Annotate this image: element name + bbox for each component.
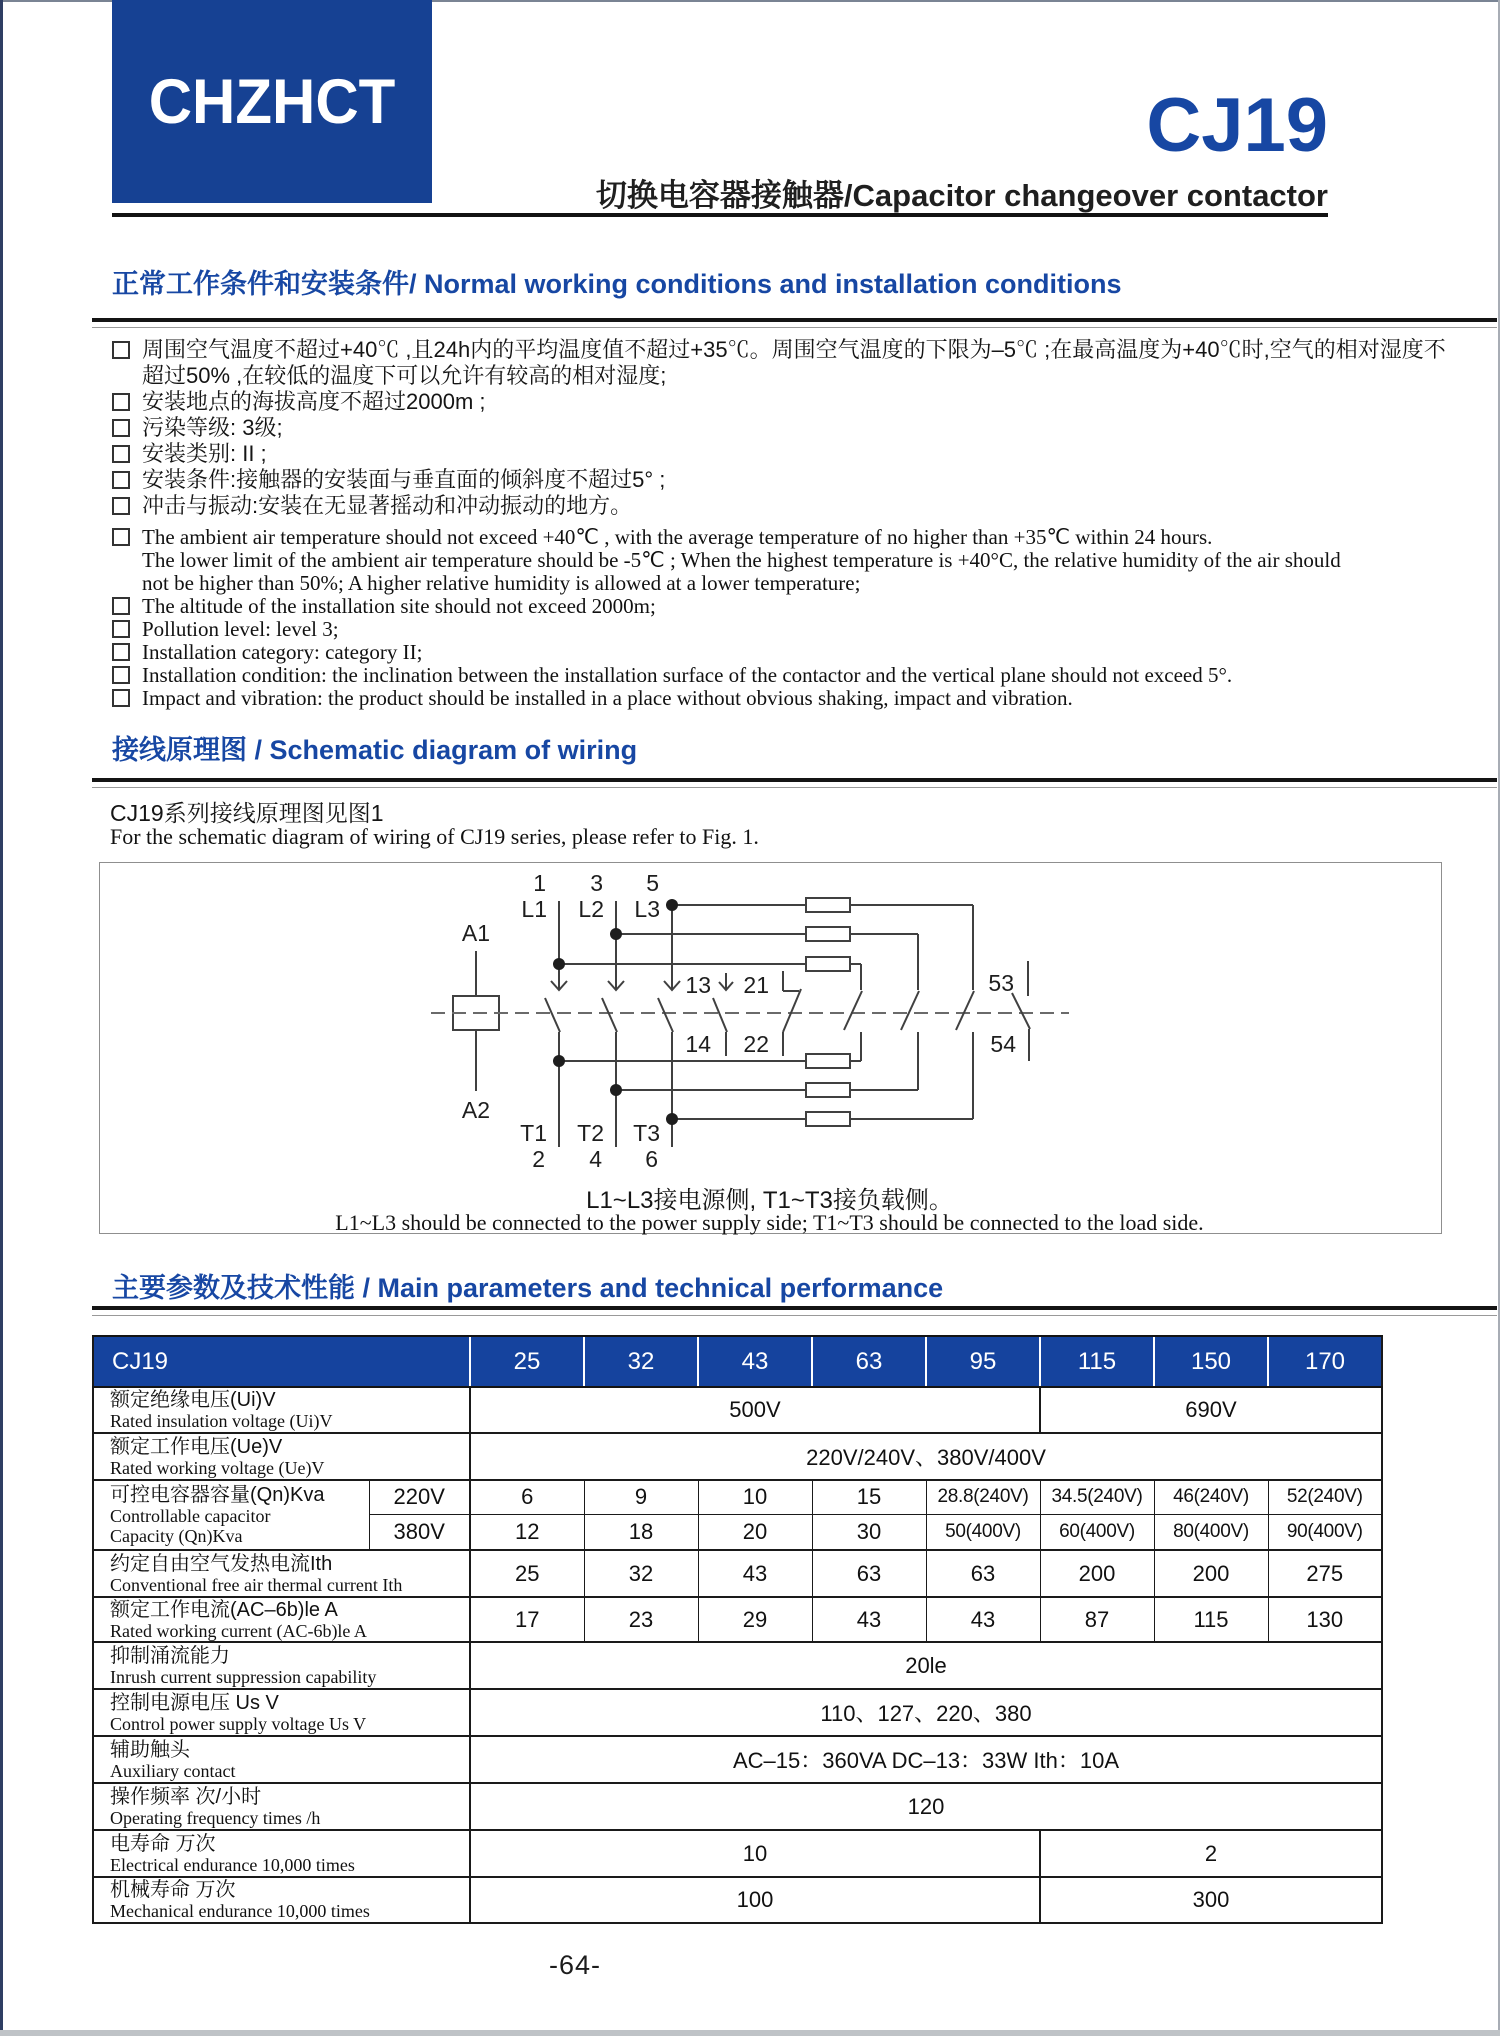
list-item-text: 超过50% ,在较低的温度下可以允许有较高的相对湿度; [142, 363, 667, 388]
table-row [93, 1830, 1382, 1877]
aux-contact-label: 13 [685, 972, 711, 998]
list-item-text: The altitude of the installation site should not exceed 2000m; [142, 594, 656, 618]
cell-value: 43 [812, 1597, 926, 1642]
list-item [112, 390, 1464, 414]
cell-value: 500V [470, 1387, 1040, 1433]
cell-value: 43 [926, 1597, 1040, 1642]
figure-caption-en: L1~L3 should be connected to the power supply side; T1~T3 should be connected to the load side. [335, 1210, 1204, 1235]
cell-value: 63 [926, 1550, 1040, 1597]
product-model-title: CJ19 [1146, 83, 1328, 168]
table-header-row [93, 1336, 1382, 1387]
cell-value: 46(240V) [1154, 1480, 1268, 1514]
table-row [93, 1783, 1382, 1830]
cell-value: 690V [1040, 1387, 1382, 1433]
list-item-text: not be higher than 50%; A higher relative humidity is allowed at a lower temperature; [142, 571, 861, 595]
cell-value: 10 [470, 1830, 1040, 1877]
page-bottom-edge [0, 2030, 1500, 2036]
row-label [93, 1433, 470, 1480]
cell-value: 63 [812, 1550, 926, 1597]
section-rule [92, 1306, 1497, 1316]
list-item-text: The lower limit of the ambient air temperature should be -5℃ ; When the highest temperature is +40°C, the relative humidity of the air should [142, 548, 1341, 572]
row-label-en: Inrush current suppression capability [110, 1666, 377, 1687]
cell-value: 15 [812, 1480, 926, 1514]
list-item [112, 572, 1464, 595]
checkbox-icon [112, 445, 130, 463]
aux-contact-label: 14 [685, 1031, 711, 1057]
row-label-cn: 额定工作电压(Ue)V [110, 1435, 283, 1458]
cell-value: 200 [1040, 1550, 1154, 1597]
column-header: 32 [584, 1336, 698, 1387]
list-item [112, 664, 1464, 687]
cell-value: 17 [470, 1597, 584, 1642]
row-label-en: Auxiliary contact [110, 1760, 236, 1781]
row-label [93, 1550, 470, 1597]
list-item [112, 618, 1464, 641]
figure-caption-cn: L1~L3接电源侧, T1~T3接负载侧。 [586, 1187, 953, 1214]
section-title-parameters: 主要参数及技术性能 / Main parameters and technical performance [112, 1273, 944, 1303]
cell-value: 52(240V) [1268, 1480, 1382, 1514]
row-label-en: Mechanical endurance 10,000 times [110, 1901, 370, 1921]
list-item-text: 周围空气温度不超过+40℃ ,且24h内的平均温度值不超过+35℃。周围空气温度的下限为–5℃ ;在最高温度为+40℃时,空气的相对湿度不 [142, 337, 1446, 362]
row-label-cn: 额定工作电流(AC–6b)le A [110, 1598, 338, 1621]
list-item-text: The ambient air temperature should not exceed +40℃ , with the average temperature of no higher than +35℃ within 24 hours. [142, 525, 1213, 549]
cell-value: 50(400V) [926, 1514, 1040, 1550]
column-header: 115 [1040, 1336, 1154, 1387]
row-label-cn: 控制电源电压 Us V [110, 1691, 279, 1714]
section-rule [92, 778, 1497, 788]
table-row [93, 1689, 1382, 1736]
row-label [93, 1783, 470, 1830]
aux-contact-label: 53 [988, 970, 1014, 996]
brand-logo [112, 0, 432, 203]
cell-value: 120 [470, 1783, 1382, 1830]
column-header: 25 [470, 1336, 584, 1387]
row-label-en: Rated working voltage (Ue)V [110, 1457, 325, 1478]
checkbox-icon [112, 471, 130, 489]
row-label-en: Controllable capacitor [110, 1506, 271, 1526]
checkbox-icon [112, 620, 130, 638]
sub-row-label: 220V [369, 1480, 470, 1514]
cell-value: 100 [470, 1877, 1040, 1923]
terminal-label: L1 [521, 896, 547, 922]
coil-terminal-a1-label: A1 [461, 920, 491, 946]
row-label [93, 1736, 470, 1783]
checkbox-icon [112, 393, 130, 411]
terminal-label: L2 [578, 896, 604, 922]
cell-value: 220V/240V、380V/400V [470, 1433, 1382, 1480]
list-item-text: 安装类别: II ; [142, 441, 267, 466]
list-item [112, 549, 1464, 572]
row-label [93, 1689, 470, 1736]
list-item [112, 526, 1464, 549]
row-label [93, 1480, 369, 1550]
cell-value: 115 [1154, 1597, 1268, 1642]
aux-contact-label: 54 [990, 1031, 1016, 1057]
terminal-label: T3 [633, 1120, 660, 1146]
row-label [93, 1877, 470, 1923]
terminal-label: 5 [646, 870, 659, 896]
coil-terminal-a2-label: A2 [461, 1097, 491, 1123]
cell-value: 43 [698, 1550, 812, 1597]
terminal-label: T1 [520, 1120, 547, 1146]
cell-value: 34.5(240V) [1040, 1480, 1154, 1514]
brand-logo-text: CHZHCT [148, 66, 396, 137]
row-label-en: Capacity (Qn)Kva [110, 1526, 243, 1546]
column-header: 43 [698, 1336, 812, 1387]
cell-value: 10 [698, 1480, 812, 1514]
table-corner-cell: CJ19 [93, 1336, 470, 1387]
cell-value: 12 [470, 1514, 584, 1550]
cell-value: 30 [812, 1514, 926, 1550]
cell-value: 80(400V) [1154, 1514, 1268, 1550]
table-row [93, 1642, 1382, 1689]
row-label-en: Conventional free air thermal current Ith [110, 1574, 403, 1595]
section-rule [92, 318, 1497, 328]
list-item [112, 364, 1464, 388]
checkbox-icon [112, 666, 130, 684]
cell-value: 87 [1040, 1597, 1154, 1642]
header-rule [112, 213, 1328, 217]
row-label-en: Electrical endurance 10,000 times [110, 1854, 355, 1875]
cell-value: 200 [1154, 1550, 1268, 1597]
table-row [93, 1597, 1382, 1642]
section-title-conditions: 正常工作条件和安装条件/ Normal working conditions and installation conditions [112, 269, 1122, 299]
list-item [112, 468, 1464, 492]
row-label-cn: 可控电容器容量(Qn)Kva [110, 1484, 325, 1506]
cell-value: 28.8(240V) [926, 1480, 1040, 1514]
conditions-list [112, 338, 1464, 710]
row-label-cn: 额定绝缘电压(Ui)V [110, 1389, 276, 1411]
page-left-edge [0, 0, 3, 2036]
table-row [93, 1877, 1382, 1923]
table-row [93, 1480, 1382, 1514]
cell-value: 18 [584, 1514, 698, 1550]
row-label-cn: 抑制涌流能力 [110, 1644, 230, 1667]
cell-value: 6 [470, 1480, 584, 1514]
cell-value: 60(400V) [1040, 1514, 1154, 1550]
list-item [112, 416, 1464, 440]
row-label-cn: 机械寿命 万次 [110, 1879, 236, 1901]
conditions-list-en [112, 526, 1464, 710]
row-label-en: Operating frequency times /h [110, 1807, 321, 1828]
conditions-list-cn [112, 338, 1464, 518]
cell-value: 2 [1040, 1830, 1382, 1877]
terminal-label: T2 [577, 1120, 604, 1146]
row-label-en: Rated insulation voltage (Ui)V [110, 1411, 333, 1431]
cell-value: 20 [698, 1514, 812, 1550]
column-header: 170 [1268, 1336, 1382, 1387]
list-item-text: Impact and vibration: the product should be installed in a place without obvious shaking, impact and vibration. [142, 686, 1073, 710]
wiring-diagram-svg [100, 863, 1441, 1233]
parameters-table [92, 1335, 1383, 1924]
row-label [93, 1387, 470, 1433]
cell-value: AC–15：360VA DC–13：33W Ith：10A [470, 1736, 1382, 1783]
list-item-text: 冲击与振动:安装在无显著摇动和冲动振动的地方。 [142, 493, 633, 518]
wiring-diagram-figure [99, 862, 1442, 1234]
list-item-text: 安装地点的海拔高度不超过2000m ; [142, 389, 486, 414]
cell-value: 90(400V) [1268, 1514, 1382, 1550]
row-label-cn: 操作频率 次/小时 [110, 1785, 262, 1808]
list-item-text: 安装条件:接触器的安装面与垂直面的倾斜度不超过5° ; [142, 467, 666, 492]
table-row [93, 1433, 1382, 1480]
checkbox-icon [112, 419, 130, 437]
checkbox-icon [112, 597, 130, 615]
section-title-wiring: 接线原理图 / Schematic diagram of wiring [112, 735, 638, 765]
list-item [112, 595, 1464, 618]
checkbox-icon [112, 497, 130, 515]
row-label [93, 1642, 470, 1689]
cell-value: 23 [584, 1597, 698, 1642]
row-label [93, 1830, 470, 1877]
row-label-cn: 辅助触头 [110, 1738, 190, 1761]
terminal-label: 2 [532, 1146, 545, 1172]
checkbox-icon [112, 341, 130, 359]
list-item [112, 494, 1464, 518]
product-subtitle: 切换电容器接触器/Capacitor changeover contactor [595, 178, 1328, 213]
column-header: 95 [926, 1336, 1040, 1387]
terminal-label: 4 [589, 1146, 602, 1172]
row-label-cn: 电寿命 万次 [110, 1832, 216, 1855]
wiring-intro-en: For the schematic diagram of wiring of CJ19 series, please refer to Fig. 1. [110, 824, 759, 849]
row-label [93, 1597, 470, 1642]
checkbox-icon [112, 528, 130, 546]
list-item-text: 污染等级: 3级; [142, 415, 283, 440]
terminal-label: 1 [533, 870, 546, 896]
terminal-label: 6 [645, 1146, 658, 1172]
row-label-en: Control power supply voltage Us V [110, 1713, 367, 1734]
list-item-text: Pollution level: level 3; [142, 617, 339, 641]
cell-value: 300 [1040, 1877, 1382, 1923]
list-item [112, 641, 1464, 664]
cell-value: 29 [698, 1597, 812, 1642]
column-header: 150 [1154, 1336, 1268, 1387]
column-header: 63 [812, 1336, 926, 1387]
list-item-text: Installation category: category II; [142, 640, 423, 664]
page-number: -64- [548, 1950, 601, 1980]
list-item [112, 442, 1464, 466]
row-label-cn: 约定自由空气发热电流Ith [110, 1552, 333, 1575]
row-label-en: Rated working current (AC-6b)le A [110, 1620, 367, 1641]
cell-value: 32 [584, 1550, 698, 1597]
list-item-text: Installation condition: the inclination between the installation surface of the contactor and the vertical plane should not exceed 5°. [142, 663, 1233, 687]
cell-value: 130 [1268, 1597, 1382, 1642]
aux-contact-label: 21 [743, 972, 769, 998]
terminal-label: L3 [634, 896, 660, 922]
table-row [93, 1550, 1382, 1597]
cell-value: 275 [1268, 1550, 1382, 1597]
list-item [112, 338, 1464, 362]
aux-contact-label: 22 [743, 1031, 769, 1057]
terminal-label: 3 [590, 870, 603, 896]
table-row [93, 1387, 1382, 1433]
checkbox-icon [112, 689, 130, 707]
cell-value: 20le [470, 1642, 1382, 1689]
list-item [112, 687, 1464, 710]
table-row [93, 1736, 1382, 1783]
cell-value: 9 [584, 1480, 698, 1514]
cell-value: 25 [470, 1550, 584, 1597]
cell-value: 110、127、220、380 [470, 1689, 1382, 1736]
sub-row-label: 380V [369, 1514, 470, 1550]
checkbox-icon [112, 643, 130, 661]
wiring-intro-cn: CJ19系列接线原理图见图1 [110, 800, 384, 826]
